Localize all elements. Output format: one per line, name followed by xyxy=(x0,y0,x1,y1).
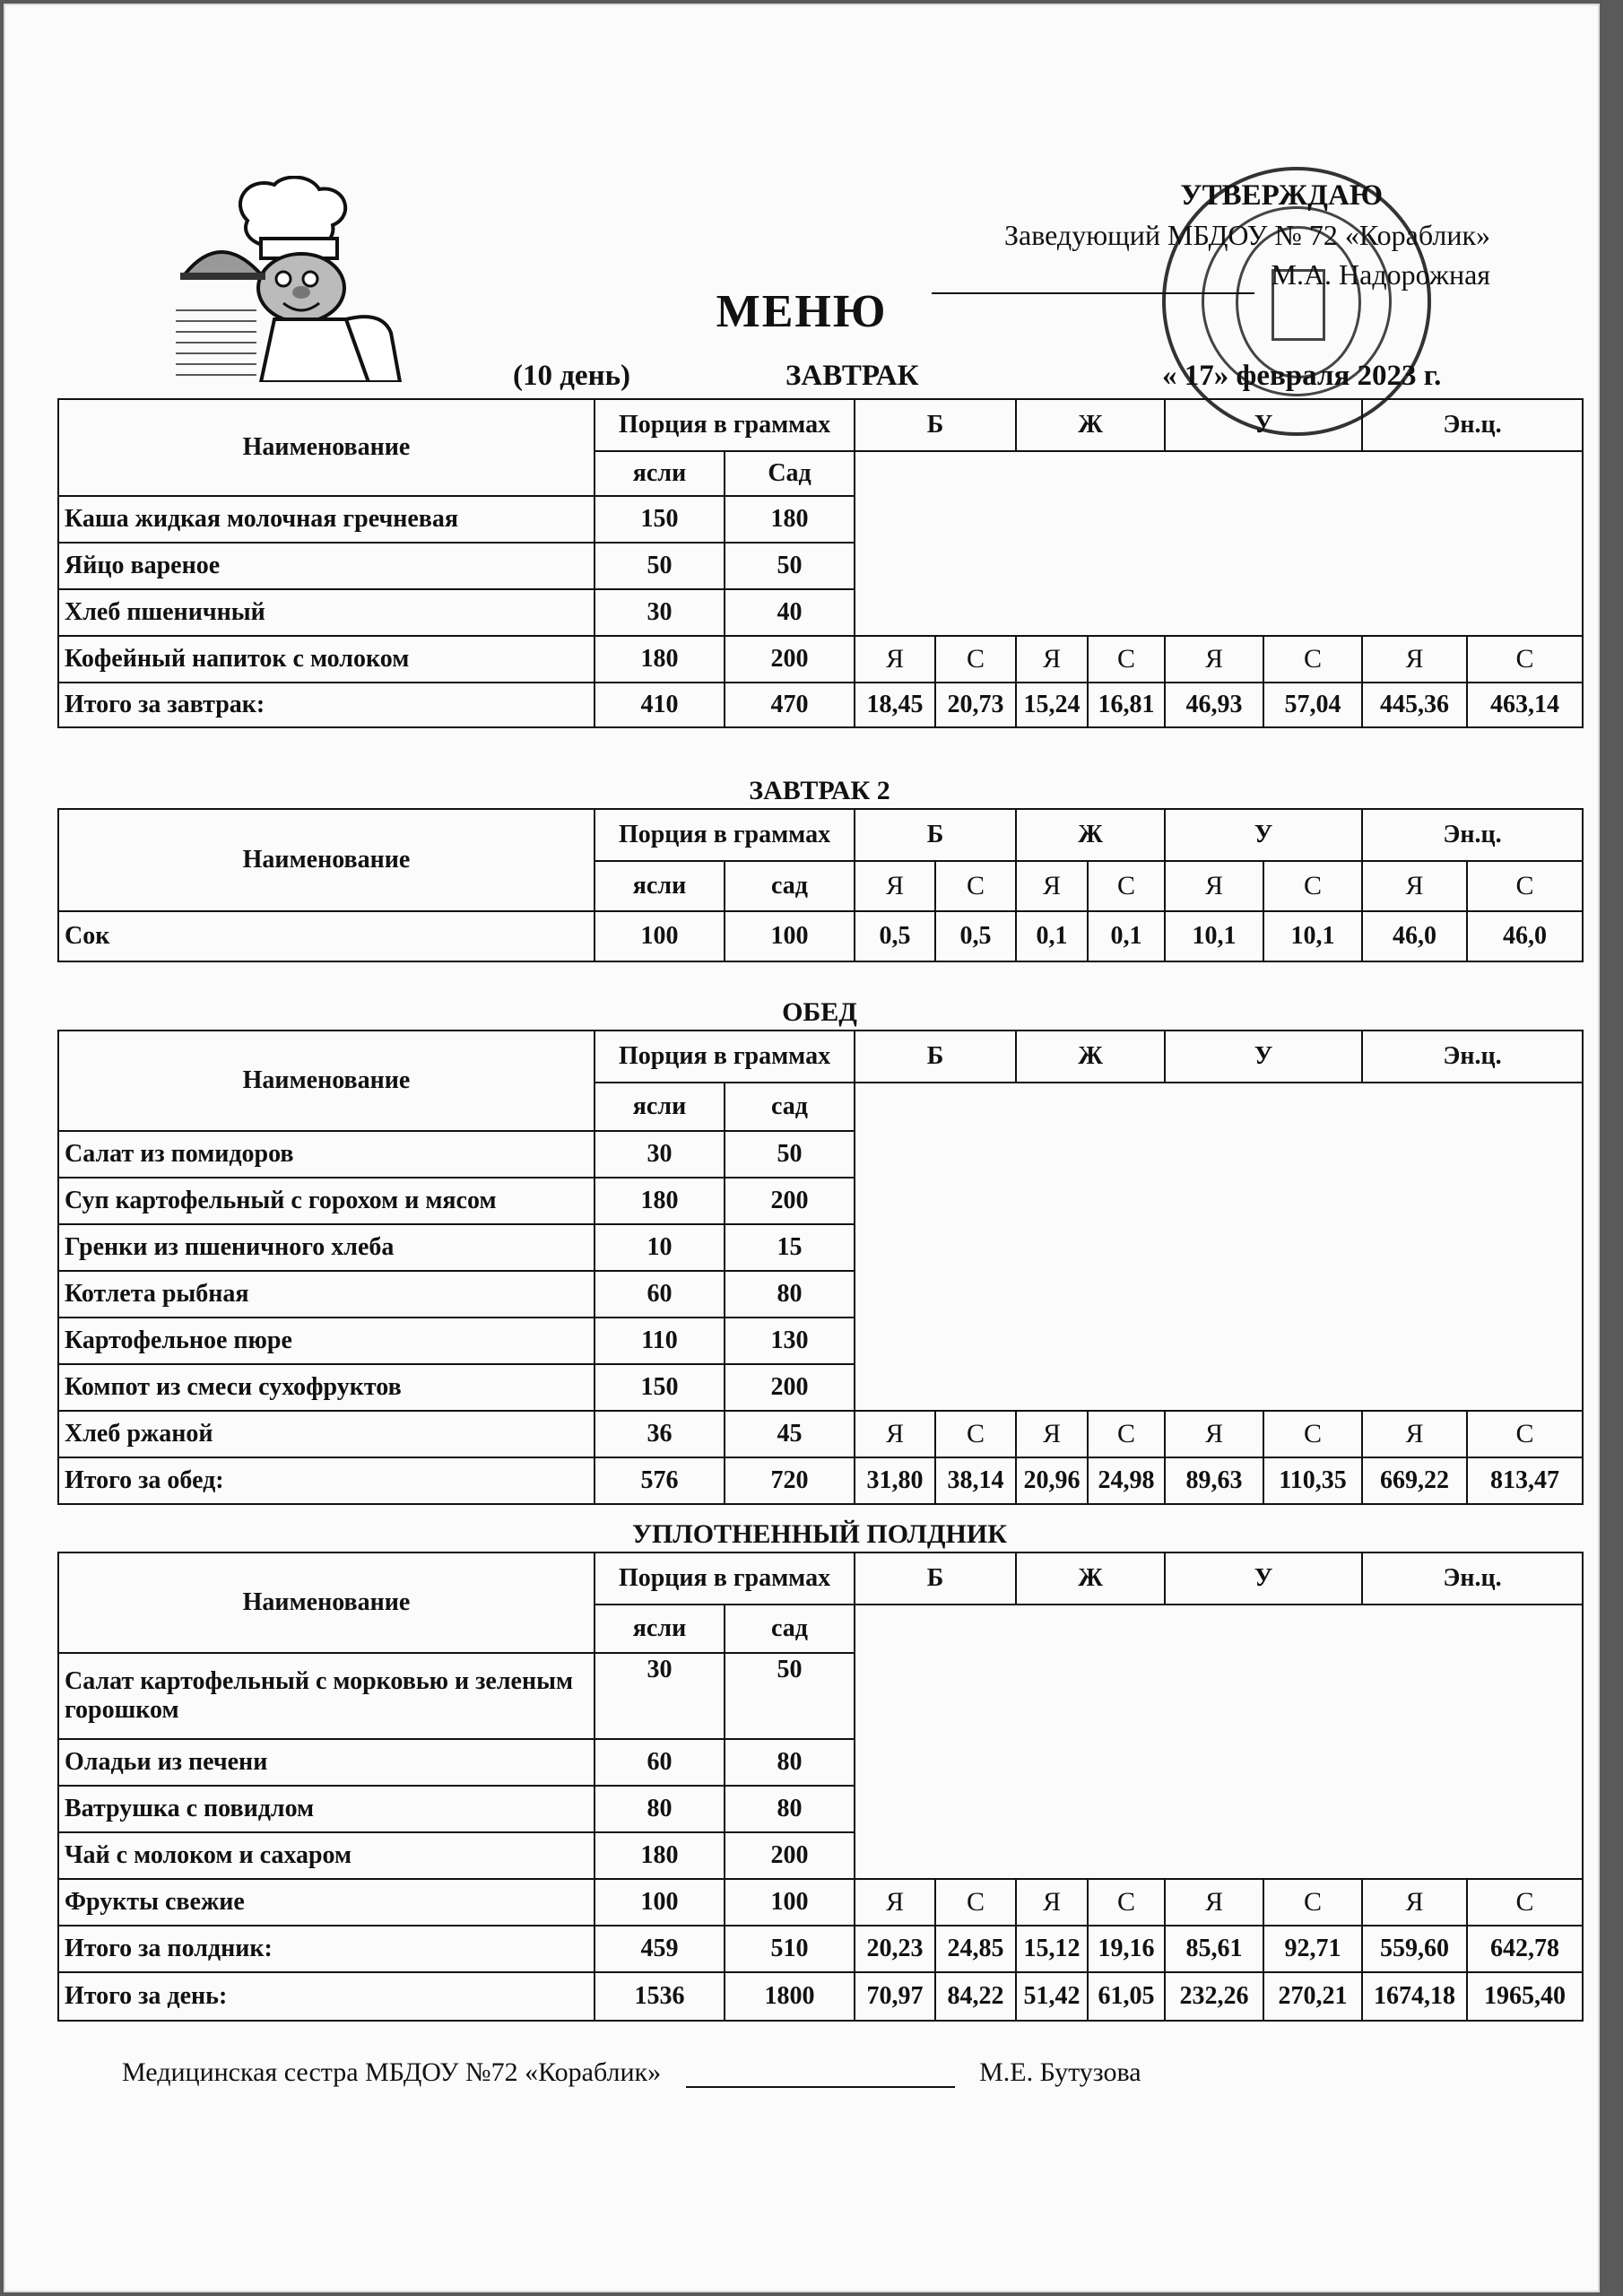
col-sad-header: Сад xyxy=(725,451,855,496)
sad-portion: 40 xyxy=(725,589,855,636)
approval-heading: УТВЕРЖДАЮ xyxy=(1180,179,1383,212)
b-yasli-value: 0,5 xyxy=(855,911,935,961)
yasli-total: 1536 xyxy=(595,1972,725,2021)
s-label: С xyxy=(1263,1411,1362,1457)
table-row xyxy=(58,636,1583,683)
dish-name: Гренки из пшеничного хлеба xyxy=(58,1224,595,1271)
ya-label: Я xyxy=(1362,636,1467,683)
zh-sad-value: 0,1 xyxy=(1088,911,1165,961)
col-name-header: Наименование xyxy=(58,399,595,496)
sad-portion: 50 xyxy=(725,1653,855,1739)
en-sad-value: 463,14 xyxy=(1467,683,1583,727)
b-sad-value: 0,5 xyxy=(935,911,1016,961)
sad-portion: 45 xyxy=(725,1411,855,1457)
s-label: С xyxy=(1467,636,1583,683)
col-zh-header: Ж xyxy=(1016,399,1165,451)
ya-label: Я xyxy=(1362,1879,1467,1926)
sad-portion: 100 xyxy=(725,1879,855,1926)
col-en-header: Эн.ц. xyxy=(1362,1552,1583,1605)
total-label: Итого за день: xyxy=(58,1972,595,2021)
yasli-portion: 36 xyxy=(595,1411,725,1457)
s-label: С xyxy=(1263,636,1362,683)
footer-signature xyxy=(122,2057,1141,2088)
en-yasli-value: 1674,18 xyxy=(1362,1972,1467,2021)
lunch-section xyxy=(57,996,1582,1505)
col-yasli-header: ясли xyxy=(595,861,725,911)
sad-portion: 200 xyxy=(725,1832,855,1879)
col-b-header: Б xyxy=(855,399,1016,451)
u-sad-value: 270,21 xyxy=(1263,1972,1362,2021)
u-sad-value: 57,04 xyxy=(1263,683,1362,727)
s-label: С xyxy=(1088,636,1165,683)
u-sad-value: 10,1 xyxy=(1263,911,1362,961)
sad-portion: 180 xyxy=(725,496,855,543)
menu-date: « 17» февраля 2023 г. xyxy=(1162,360,1442,392)
zh-yasli-value: 0,1 xyxy=(1016,911,1088,961)
yasli-portion: 30 xyxy=(595,589,725,636)
sad-total: 1800 xyxy=(725,1972,855,2021)
breakfast-section xyxy=(57,398,1582,728)
col-sad-header: сад xyxy=(725,861,855,911)
yasli-portion: 180 xyxy=(595,636,725,683)
zh-sad-value: 19,16 xyxy=(1088,1926,1165,1972)
yasli-portion: 180 xyxy=(595,1832,725,1879)
dish-name: Суп картофельный с горохом и мясом xyxy=(58,1178,595,1224)
dish-name: Оладьи из печени xyxy=(58,1739,595,1786)
yasli-portion: 50 xyxy=(595,543,725,589)
yasli-portion: 30 xyxy=(595,1653,725,1739)
u-yasli-value: 232,26 xyxy=(1165,1972,1263,2021)
yasli-total: 576 xyxy=(595,1457,725,1504)
u-sad-value: 110,35 xyxy=(1263,1457,1362,1504)
zh-yasli-value: 51,42 xyxy=(1016,1972,1088,2021)
table-row xyxy=(58,1411,1583,1457)
s-label: С xyxy=(1088,1411,1165,1457)
day-number: (10 день) xyxy=(513,360,631,392)
en-sad-value: 813,47 xyxy=(1467,1457,1583,1504)
dish-name: Яйцо вареное xyxy=(58,543,595,589)
nutrition-blank-area xyxy=(855,1083,1583,1411)
b-yasli-value: 31,80 xyxy=(855,1457,935,1504)
col-name-header: Наименование xyxy=(58,1031,595,1131)
dish-name: Сок xyxy=(58,911,595,961)
col-en-header: Эн.ц. xyxy=(1362,1031,1583,1083)
snack-table xyxy=(57,1552,1584,2022)
u-yasli-value: 46,93 xyxy=(1165,683,1263,727)
s-label: С xyxy=(1467,1411,1583,1457)
sad-total: 510 xyxy=(725,1926,855,1972)
yasli-portion: 180 xyxy=(595,1178,725,1224)
en-yasli-value: 445,36 xyxy=(1362,683,1467,727)
s-label: С xyxy=(1467,861,1583,911)
dish-name: Компот из смеси сухофруктов xyxy=(58,1364,595,1411)
col-u-header: У xyxy=(1165,809,1362,861)
u-sad-value: 92,71 xyxy=(1263,1926,1362,1972)
nutrition-blank-area xyxy=(855,1605,1583,1879)
yasli-portion: 150 xyxy=(595,1364,725,1411)
ya-label: Я xyxy=(1016,861,1088,911)
ya-label: Я xyxy=(1165,861,1263,911)
day-total-row xyxy=(58,1972,1583,2021)
col-b-header: Б xyxy=(855,1552,1016,1605)
zh-sad-value: 61,05 xyxy=(1088,1972,1165,2021)
sad-portion: 15 xyxy=(725,1224,855,1271)
table-row xyxy=(58,911,1583,961)
col-yasli-header: ясли xyxy=(595,451,725,496)
col-zh-header: Ж xyxy=(1016,809,1165,861)
col-b-header: Б xyxy=(855,1031,1016,1083)
yasli-portion: 60 xyxy=(595,1739,725,1786)
zh-yasli-value: 20,96 xyxy=(1016,1457,1088,1504)
lunch-heading: ОБЕД xyxy=(782,997,857,1027)
col-zh-header: Ж xyxy=(1016,1031,1165,1083)
sad-portion: 130 xyxy=(725,1318,855,1364)
dish-name: Фрукты свежие xyxy=(58,1879,595,1926)
b-sad-value: 20,73 xyxy=(935,683,1016,727)
total-label: Итого за обед: xyxy=(58,1457,595,1504)
dish-name: Хлеб ржаной xyxy=(58,1411,595,1457)
total-row xyxy=(58,1926,1583,1972)
snack-heading: УПЛОТНЕННЫЙ ПОЛДНИК xyxy=(632,1519,1007,1549)
ya-label: Я xyxy=(855,861,935,911)
approval-block xyxy=(845,176,1490,294)
dish-name: Хлеб пшеничный xyxy=(58,589,595,636)
ya-label: Я xyxy=(1016,1411,1088,1457)
ya-label: Я xyxy=(1165,1879,1263,1926)
ya-label: Я xyxy=(1165,1411,1263,1457)
dish-name: Кофейный напиток с молоком xyxy=(58,636,595,683)
col-b-header: Б xyxy=(855,809,1016,861)
nutrition-blank-area xyxy=(855,451,1583,636)
s-label: С xyxy=(935,636,1016,683)
u-yasli-value: 85,61 xyxy=(1165,1926,1263,1972)
yasli-portion: 100 xyxy=(595,911,725,961)
sad-portion: 200 xyxy=(725,1178,855,1224)
dish-name: Картофельное пюре xyxy=(58,1318,595,1364)
yasli-portion: 60 xyxy=(595,1271,725,1318)
ya-label: Я xyxy=(855,1879,935,1926)
sad-total: 470 xyxy=(725,683,855,727)
yasli-portion: 30 xyxy=(595,1131,725,1178)
breakfast2-section xyxy=(57,774,1582,962)
ya-label: Я xyxy=(1016,1879,1088,1926)
col-portion-header: Порция в граммах xyxy=(595,1552,855,1605)
nurse-signature-line xyxy=(686,2086,955,2088)
col-name-header: Наименование xyxy=(58,1552,595,1653)
col-u-header: У xyxy=(1165,1031,1362,1083)
yasli-total: 459 xyxy=(595,1926,725,1972)
b-yasli-value: 18,45 xyxy=(855,683,935,727)
lunch-table xyxy=(57,1030,1584,1505)
breakfast-heading: ЗАВТРАК xyxy=(785,360,919,392)
zh-sad-value: 24,98 xyxy=(1088,1457,1165,1504)
dish-name: Ватрушка с повидлом xyxy=(58,1786,595,1832)
col-yasli-header: ясли xyxy=(595,1083,725,1131)
zh-yasli-value: 15,24 xyxy=(1016,683,1088,727)
sad-portion: 100 xyxy=(725,911,855,961)
yasli-portion: 10 xyxy=(595,1224,725,1271)
ya-label: Я xyxy=(1362,861,1467,911)
yasli-portion: 100 xyxy=(595,1879,725,1926)
yasli-portion: 150 xyxy=(595,496,725,543)
breakfast2-table xyxy=(57,808,1584,962)
dish-name: Чай с молоком и сахаром xyxy=(58,1832,595,1879)
b-sad-value: 38,14 xyxy=(935,1457,1016,1504)
yasli-portion: 110 xyxy=(595,1318,725,1364)
total-row xyxy=(58,1457,1583,1504)
col-portion-header: Порция в граммах xyxy=(595,1031,855,1083)
nurse-name: М.Е. Бутузова xyxy=(979,2057,1141,2087)
en-yasli-value: 559,60 xyxy=(1362,1926,1467,1972)
b-yasli-value: 20,23 xyxy=(855,1926,935,1972)
breakfast-table xyxy=(57,398,1584,728)
s-label: С xyxy=(935,1411,1016,1457)
col-en-header: Эн.ц. xyxy=(1362,809,1583,861)
b-yasli-value: 70,97 xyxy=(855,1972,935,2021)
s-label: С xyxy=(935,861,1016,911)
table-row xyxy=(58,1879,1583,1926)
en-sad-value: 1965,40 xyxy=(1467,1972,1583,2021)
ya-label: Я xyxy=(855,1411,935,1457)
chef-illustration xyxy=(176,176,427,382)
col-zh-header: Ж xyxy=(1016,1552,1165,1605)
sad-total: 720 xyxy=(725,1457,855,1504)
ya-label: Я xyxy=(855,636,935,683)
yasli-portion: 80 xyxy=(595,1786,725,1832)
snack-section xyxy=(57,1518,1582,2022)
col-name-header: Наименование xyxy=(58,809,595,911)
b-sad-value: 84,22 xyxy=(935,1972,1016,2021)
approval-name: М.А. Надорожная xyxy=(1271,258,1490,291)
u-yasli-value: 89,63 xyxy=(1165,1457,1263,1504)
s-label: С xyxy=(1263,1879,1362,1926)
sad-portion: 50 xyxy=(725,1131,855,1178)
sad-portion: 200 xyxy=(725,1364,855,1411)
col-portion-header: Порция в граммах xyxy=(595,809,855,861)
col-yasli-header: ясли xyxy=(595,1605,725,1653)
approval-position: Заведующий МБДОУ № 72 «Кораблик» xyxy=(1003,219,1490,251)
breakfast2-heading: ЗАВТРАК 2 xyxy=(749,776,890,805)
dish-name: Котлета рыбная xyxy=(58,1271,595,1318)
sad-portion: 200 xyxy=(725,636,855,683)
ya-label: Я xyxy=(1165,636,1263,683)
u-yasli-value: 10,1 xyxy=(1165,911,1263,961)
total-row xyxy=(58,683,1583,727)
sad-portion: 80 xyxy=(725,1786,855,1832)
zh-sad-value: 16,81 xyxy=(1088,683,1165,727)
en-yasli-value: 669,22 xyxy=(1362,1457,1467,1504)
col-portion-header: Порция в граммах xyxy=(595,399,855,451)
s-label: С xyxy=(1467,1879,1583,1926)
col-u-header: У xyxy=(1165,1552,1362,1605)
col-sad-header: сад xyxy=(725,1605,855,1653)
page-title: МЕНЮ xyxy=(716,286,888,337)
b-sad-value: 24,85 xyxy=(935,1926,1016,1972)
s-label: С xyxy=(1263,861,1362,911)
s-label: С xyxy=(1088,1879,1165,1926)
col-en-header: Эн.ц. xyxy=(1362,399,1583,451)
ya-label: Я xyxy=(1362,1411,1467,1457)
dish-name: Салат из помидоров xyxy=(58,1131,595,1178)
sad-portion: 80 xyxy=(725,1739,855,1786)
en-sad-value: 46,0 xyxy=(1467,911,1583,961)
col-u-header: У xyxy=(1165,399,1362,451)
dish-name: Каша жидкая молочная гречневая xyxy=(58,496,595,543)
en-sad-value: 642,78 xyxy=(1467,1926,1583,1972)
sad-portion: 50 xyxy=(725,543,855,589)
s-label: С xyxy=(935,1879,1016,1926)
ya-label: Я xyxy=(1016,636,1088,683)
total-label: Итого за завтрак: xyxy=(58,683,595,727)
col-sad-header: сад xyxy=(725,1083,855,1131)
menu-sheet xyxy=(5,5,1598,2291)
nurse-position: Медицинская сестра МБДОУ №72 «Кораблик» xyxy=(122,2057,662,2087)
sad-portion: 80 xyxy=(725,1271,855,1318)
en-yasli-value: 46,0 xyxy=(1362,911,1467,961)
s-label: С xyxy=(1088,861,1165,911)
yasli-total: 410 xyxy=(595,683,725,727)
total-label: Итого за полдник: xyxy=(58,1926,595,1972)
zh-yasli-value: 15,12 xyxy=(1016,1926,1088,1972)
dish-name: Салат картофельный с морковью и зеленым горошком xyxy=(58,1653,595,1739)
